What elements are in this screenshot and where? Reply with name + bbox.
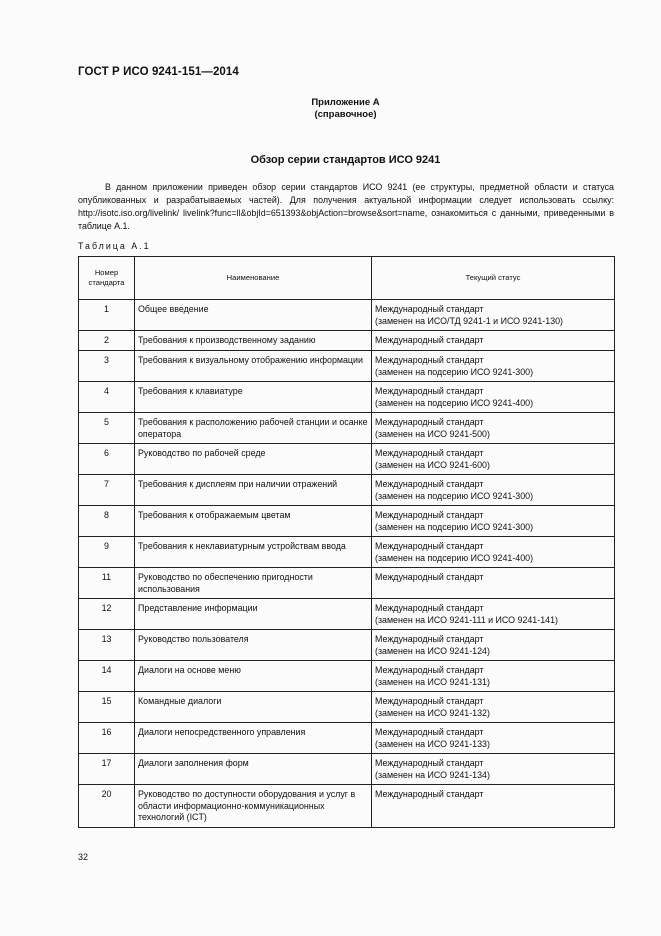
standard-number: 3 (79, 351, 135, 382)
standard-status: Международный стандарт (375, 572, 484, 582)
standard-name: Представление информации (135, 599, 372, 630)
standard-status-note: (заменен на подсерию ИСО 9241-300) (375, 366, 534, 377)
standard-number: 17 (79, 754, 135, 785)
standard-status-cell (372, 692, 615, 723)
standard-number: 13 (79, 630, 135, 661)
standard-name: Руководство по доступности оборудования и услуг в области информационно-коммуникационных технологий (ICT) (135, 785, 372, 828)
standard-status-cell (372, 506, 615, 537)
standard-status: Международный стандарт (375, 479, 484, 489)
standard-name: Требования к расположению рабочей станции и осанке оператора (135, 413, 372, 444)
standard-name: Требования к производственному заданию (135, 331, 372, 351)
standard-status-note: (заменен на ИСО 9241-500) (375, 428, 490, 439)
standard-name: Командные диалоги (135, 692, 372, 723)
standard-status: Международный стандарт (375, 696, 484, 706)
standard-number: 20 (79, 785, 135, 828)
standard-status: Международный стандарт (375, 335, 484, 345)
appendix-title: Приложение A (311, 97, 380, 108)
standard-status: Международный стандарт (375, 355, 484, 365)
table-row (79, 599, 615, 630)
standard-name: Требования к дисплеям при наличии отражений (135, 475, 372, 506)
table-row (79, 506, 615, 537)
standard-number: 4 (79, 382, 135, 413)
table-row (79, 300, 615, 331)
standard-status: Международный стандарт (375, 634, 484, 644)
standard-status-note: (заменен на ИСО/ТД 9241-1 и ИСО 9241-130) (375, 315, 564, 326)
standard-status-note: (заменен на подсерию ИСО 9241-400) (375, 552, 534, 563)
standard-status: Международный стандарт (375, 448, 484, 458)
standard-name: Руководство по обеспечению пригодности использования (135, 568, 372, 599)
standard-status: Международный стандарт (375, 386, 484, 396)
standard-name: Руководство по рабочей среде (135, 444, 372, 475)
table-row (79, 351, 615, 382)
standard-status-note: (заменен на ИСО 9241-600) (375, 459, 490, 470)
table-row (79, 723, 615, 754)
header-status: Текущий статус (372, 257, 615, 300)
standard-status-note: (заменен на ИСО 9241-134) (375, 769, 490, 780)
standard-status-cell (372, 661, 615, 692)
table-row (79, 785, 615, 828)
standard-status-cell (372, 413, 615, 444)
table-header-row (79, 257, 615, 300)
standard-status: Международный стандарт (375, 665, 484, 675)
standard-status-cell (372, 444, 615, 475)
standard-status: Международный стандарт (375, 417, 484, 427)
standards-table (78, 256, 615, 828)
appendix-heading (0, 97, 661, 121)
document-code: ГОСТ Р ИСО 9241-151—2014 (78, 66, 239, 78)
standard-status-note: (заменен на ИСО 9241-132) (375, 707, 490, 718)
standard-number: 15 (79, 692, 135, 723)
table-row (79, 475, 615, 506)
standard-status-note: (заменен на ИСО 9241-111 и ИСО 9241-141) (375, 614, 558, 625)
standard-number: 8 (79, 506, 135, 537)
standard-status-note: (заменен на ИСО 9241-124) (375, 645, 490, 656)
table-row (79, 754, 615, 785)
standard-status: Международный стандарт (375, 541, 484, 551)
table-row (79, 568, 615, 599)
standard-name: Требования к клавиатуре (135, 382, 372, 413)
standard-status: Международный стандарт (375, 603, 484, 613)
standard-number: 2 (79, 331, 135, 351)
standard-number: 6 (79, 444, 135, 475)
page-number: 32 (78, 852, 89, 862)
standard-status: Международный стандарт (375, 789, 484, 799)
standard-status: Международный стандарт (375, 727, 484, 737)
standard-number: 5 (79, 413, 135, 444)
appendix-subtitle: (справочное) (314, 109, 377, 120)
table-row (79, 630, 615, 661)
section-title-text: Обзор серии стандартов ИСО 9241 (250, 154, 441, 166)
standard-status: Международный стандарт (375, 304, 484, 314)
standard-status-note: (заменен на подсерию ИСО 9241-300) (375, 521, 534, 532)
standard-status-note: (заменен на подсерию ИСО 9241-300) (375, 490, 534, 501)
standard-status-cell (372, 785, 615, 828)
standard-name: Требования к отображаемым цветам (135, 506, 372, 537)
header-number: Номер стандарта (79, 257, 135, 300)
standard-number: 12 (79, 599, 135, 630)
standard-status-cell (372, 475, 615, 506)
standard-status: Международный стандарт (375, 510, 484, 520)
standard-status-cell (372, 599, 615, 630)
standard-name: Диалоги непосредственного управления (135, 723, 372, 754)
standard-status-note: (заменен на ИСО 9241-133) (375, 738, 490, 749)
standard-status-cell (372, 630, 615, 661)
standard-status-cell (372, 568, 615, 599)
standard-status-cell (372, 382, 615, 413)
standard-status-cell (372, 537, 615, 568)
standard-status-cell (372, 351, 615, 382)
table-row (79, 661, 615, 692)
standard-name: Диалоги заполнения форм (135, 754, 372, 785)
intro-paragraph (78, 181, 614, 233)
table-row (79, 444, 615, 475)
table-row (79, 382, 615, 413)
table-row (79, 413, 615, 444)
table-caption: Таблица А.1 (78, 241, 151, 251)
standard-name: Диалоги на основе меню (135, 661, 372, 692)
standard-status-cell (372, 331, 615, 351)
standard-status-cell (372, 300, 615, 331)
standard-status-note: (заменен на подсерию ИСО 9241-400) (375, 397, 534, 408)
intro-text: В данном приложении приведен обзор серии стандартов ИСО 9241 (ее структуры, предметной области и статуса опубликованных и разрабатываемых частей). Для получения актуальной информации следует использовать ссылку: http://isotc.iso.org/livelink/ livelink?func=ll&objId=651393&objAction=browse&sort=name, ознакомиться с данными, приведенными в таблице А.1. (78, 182, 614, 231)
table-row (79, 537, 615, 568)
standard-name: Общее введение (135, 300, 372, 331)
standard-number: 16 (79, 723, 135, 754)
standard-status-cell (372, 723, 615, 754)
section-title (0, 154, 661, 166)
standard-number: 7 (79, 475, 135, 506)
standard-number: 1 (79, 300, 135, 331)
standard-name: Требования к визуальному отображению информации (135, 351, 372, 382)
standard-number: 9 (79, 537, 135, 568)
standard-name: Руководство пользователя (135, 630, 372, 661)
standard-status-note: (заменен на ИСО 9241-131) (375, 676, 490, 687)
standard-status: Международный стандарт (375, 758, 484, 768)
standard-number: 11 (79, 568, 135, 599)
table-body (79, 300, 615, 828)
standard-name: Требования к неклавиатурным устройствам ввода (135, 537, 372, 568)
standard-number: 14 (79, 661, 135, 692)
header-name: Наименование (135, 257, 372, 300)
standard-status-cell (372, 754, 615, 785)
table-row (79, 331, 615, 351)
table-row (79, 692, 615, 723)
